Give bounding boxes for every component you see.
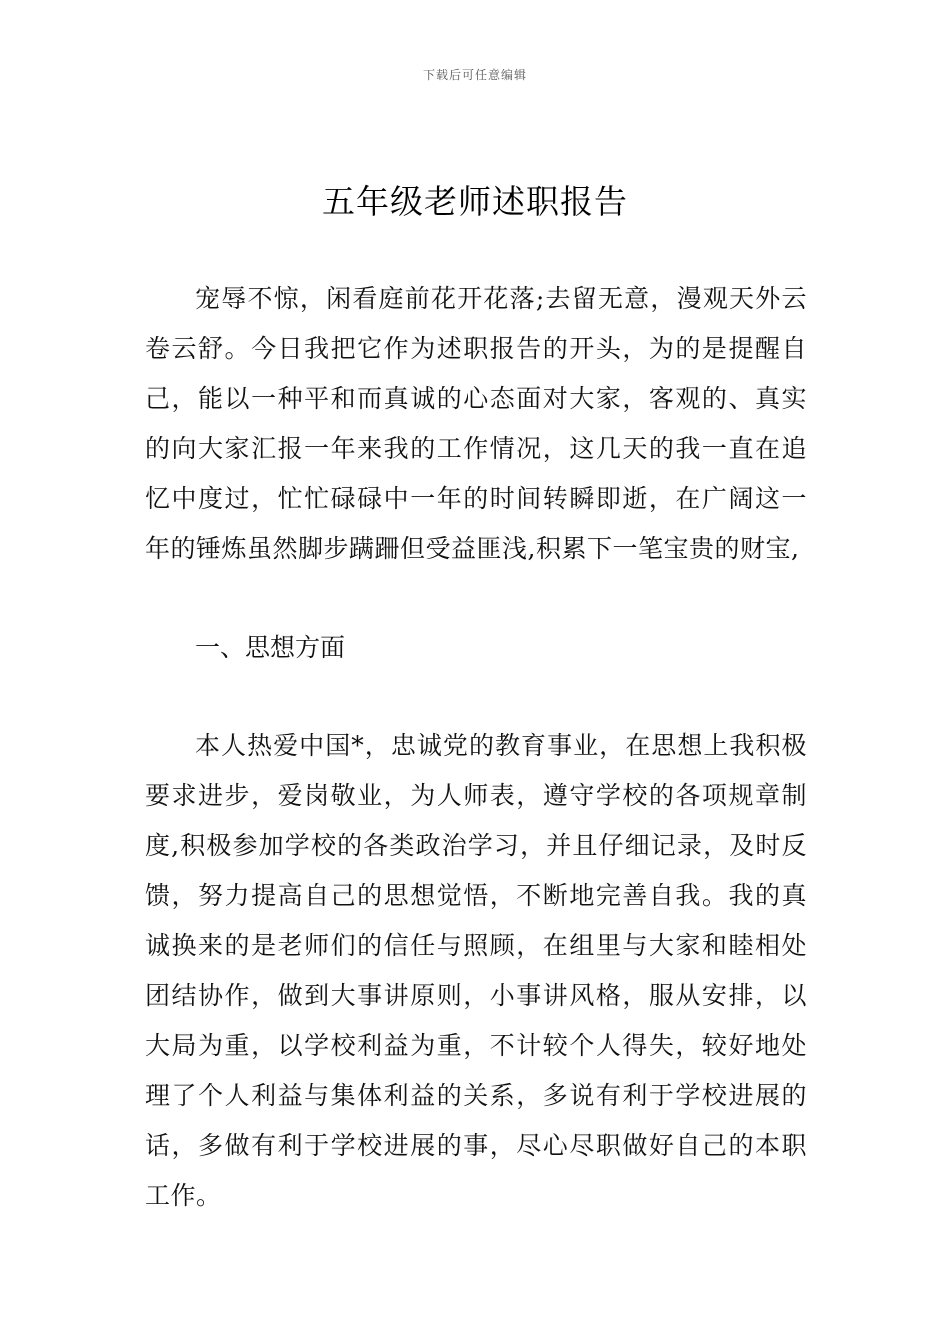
intro-paragraph: 宠辱不惊，闲看庭前花开花落;去留无意，漫观天外云卷云舒。今日我把它作为述职报告的开头，为的是提醒自己，能以一种平和而真诚的心态面对大家，客观的、真实的向大家汇报一年来我的工作情况，这几天的我一直在追忆中度过，忙忙碌碌中一年的时间转瞬即逝，在广阔这一年的锤炼虽然脚步蹒跚但受益匪浅,积累下一笔宝贵的财宝, xyxy=(145,284,807,563)
header-note: 下载后可任意编辑 xyxy=(422,68,527,82)
body-paragraph: 本人热爱中国*，忠诚党的教育事业，在思想上我积极要求进步，爱岗敬业，为人师表，遵守学校的各项规章制度,积极参加学校的各类政治学习，并且仔细记录，及时反馈，努力提高自己的思想觉悟，不断地完善自我。我的真诚换来的是老师们的信任与照顾，在组里与大家和睦相处团结协作，做到大事讲原则，小事讲风格，服从安排，以大局为重，以学校利益为重，不计较个人得失，较好地处理了个人利益与集体利益的关系，多说有利于学校进展的话，多做有利于学校进展的事，尽心尽职做好自己的本职工作。 xyxy=(145,731,807,1210)
section-heading: 一、思想方面 xyxy=(195,633,346,662)
document-title: 五年级老师述职报告 xyxy=(322,182,628,221)
